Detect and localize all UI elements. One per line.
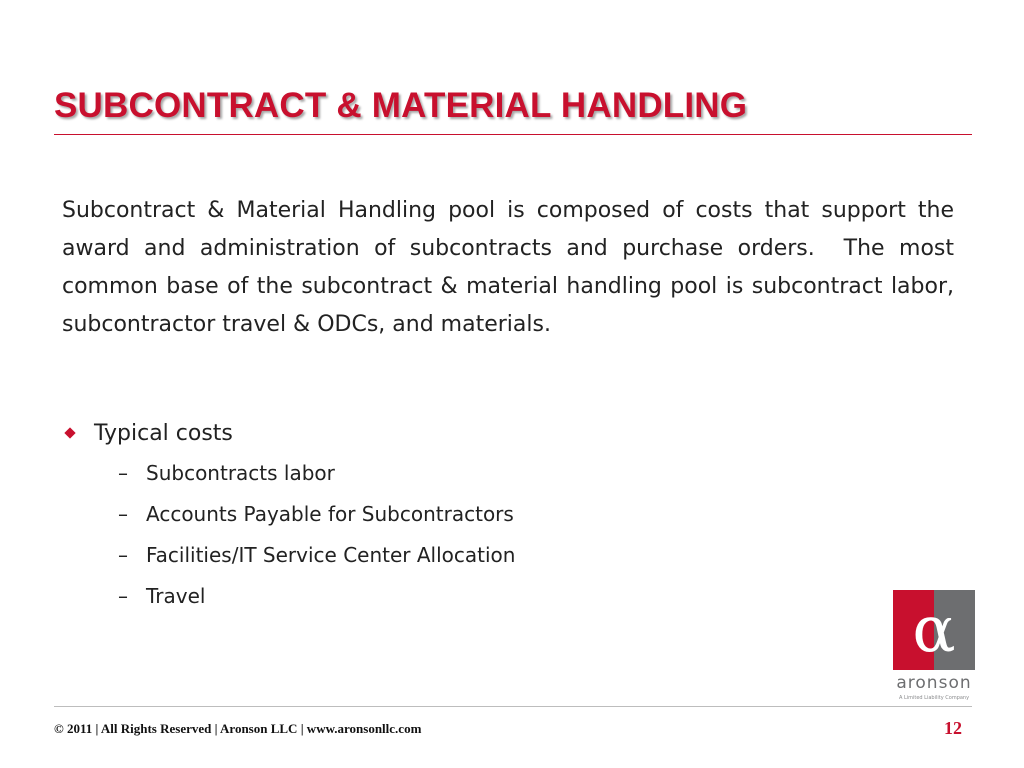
page-number: 12 [944,718,962,738]
sub-bullet-item [62,493,862,534]
bullet-label: Typical costs [94,420,233,446]
title-divider [54,134,972,135]
aronson-logo [893,590,975,708]
footer-copyright: © 2011 | All Rights Reserved | Aronson LLC | www.aronsonllc.com [54,721,422,736]
dash-marker: – [118,501,128,526]
bullet-list [62,414,862,616]
body-paragraph: Subcontract & Material Handling pool is composed of costs that support the award and administration of subcontracts and purchase orders. The most common base of the subcontract & material handling pool is subcontract labor, subcontractor travel & ODCs, and materials. [62,198,954,337]
alpha-icon: α [912,593,956,667]
bullet-typical-costs [62,414,862,452]
logo-tagline: A Limited Liability Company [898,695,970,701]
diamond-bullet-icon [64,427,75,438]
logo-mark [893,590,975,670]
sub-bullet-item [62,534,862,575]
dash-marker: – [118,460,128,485]
dash-marker: – [118,583,128,608]
sub-bullet-text: Facilities/IT Service Center Allocation [146,542,516,567]
sub-bullet-item [62,575,862,616]
logo-wordmark: aronson [896,673,972,693]
sub-bullet-text: Travel [146,583,206,608]
sub-bullet-text: Accounts Payable for Subcontractors [146,501,514,526]
sub-bullet-text: Subcontracts labor [146,460,335,485]
sub-bullet-item [62,452,862,493]
footer-divider [54,706,972,707]
dash-marker: – [118,542,128,567]
sub-bullet-list [62,452,862,616]
slide-title: SUBCONTRACT & MATERIAL HANDLING [54,86,748,125]
